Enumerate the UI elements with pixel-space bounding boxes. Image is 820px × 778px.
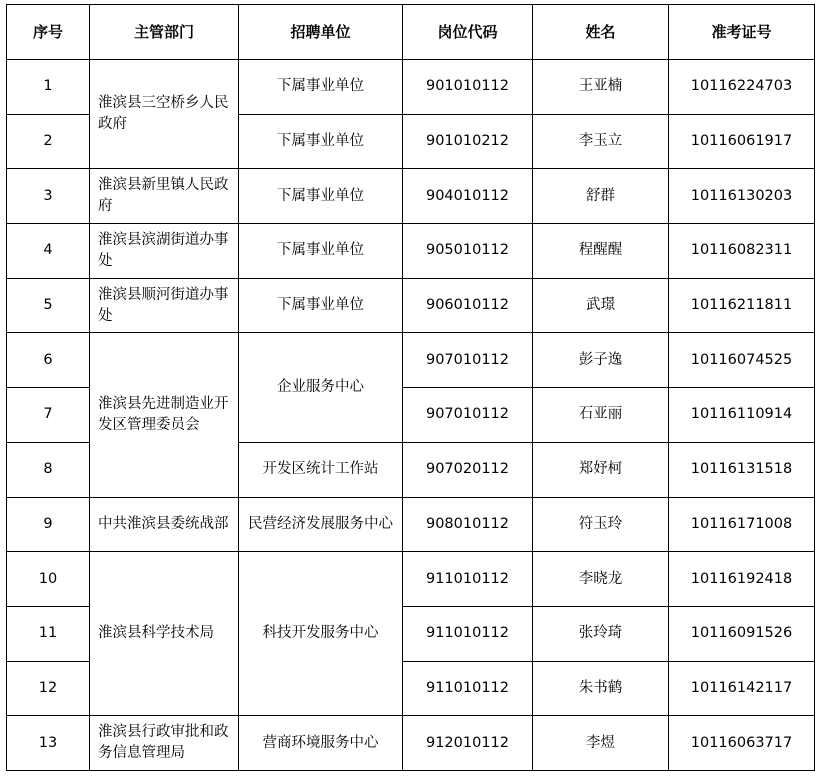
cell-no: 13 xyxy=(7,716,90,771)
cell-position-code: 911010112 xyxy=(403,606,533,661)
table-row xyxy=(7,552,815,607)
cell-no: 5 xyxy=(7,278,90,333)
cell-no: 2 xyxy=(7,114,90,169)
cell-no: 1 xyxy=(7,60,90,115)
cell-unit: 下属事业单位 xyxy=(239,224,403,279)
cell-no: 9 xyxy=(7,497,90,552)
cell-ticket-number: 10116110914 xyxy=(669,388,815,443)
cell-department: 淮滨县先进制造业开发区管理委员会 xyxy=(90,333,239,497)
cell-position-code: 906010112 xyxy=(403,278,533,333)
cell-ticket-number: 10116063717 xyxy=(669,716,815,771)
cell-department: 淮滨县行政审批和政务信息管理局 xyxy=(90,716,239,771)
table-row xyxy=(7,716,815,771)
cell-position-code: 911010112 xyxy=(403,552,533,607)
cell-ticket-number: 10116061917 xyxy=(669,114,815,169)
cell-ticket-number: 10116082311 xyxy=(669,224,815,279)
cell-no: 10 xyxy=(7,552,90,607)
cell-department: 中共淮滨县委统战部 xyxy=(90,497,239,552)
cell-name: 王亚楠 xyxy=(533,60,669,115)
cell-ticket-number: 10116091526 xyxy=(669,606,815,661)
cell-position-code: 907020112 xyxy=(403,442,533,497)
cell-no: 3 xyxy=(7,169,90,224)
cell-unit: 下属事业单位 xyxy=(239,60,403,115)
cell-department: 淮滨县科学技术局 xyxy=(90,552,239,716)
cell-name: 李玉立 xyxy=(533,114,669,169)
cell-unit: 民营经济发展服务中心 xyxy=(239,497,403,552)
table-row xyxy=(7,169,815,224)
cell-no: 12 xyxy=(7,661,90,716)
results-table xyxy=(6,4,815,771)
cell-position-code: 912010112 xyxy=(403,716,533,771)
cell-ticket-number: 10116192418 xyxy=(669,552,815,607)
cell-name: 武璟 xyxy=(533,278,669,333)
cell-no: 4 xyxy=(7,224,90,279)
cell-name: 郑妤柯 xyxy=(533,442,669,497)
cell-name: 舒群 xyxy=(533,169,669,224)
cell-unit: 下属事业单位 xyxy=(239,169,403,224)
cell-ticket-number: 10116171008 xyxy=(669,497,815,552)
header-ticket-number: 准考证号 xyxy=(669,5,815,60)
header-department: 主管部门 xyxy=(90,5,239,60)
table-row xyxy=(7,60,815,115)
header-name: 姓名 xyxy=(533,5,669,60)
cell-ticket-number: 10116224703 xyxy=(669,60,815,115)
cell-no: 7 xyxy=(7,388,90,443)
cell-unit: 科技开发服务中心 xyxy=(239,552,403,716)
table-row xyxy=(7,224,815,279)
cell-unit: 企业服务中心 xyxy=(239,333,403,442)
cell-name: 张玲琦 xyxy=(533,606,669,661)
cell-ticket-number: 10116131518 xyxy=(669,442,815,497)
cell-position-code: 901010212 xyxy=(403,114,533,169)
cell-no: 6 xyxy=(7,333,90,388)
cell-name: 朱书鹤 xyxy=(533,661,669,716)
cell-name: 李晓龙 xyxy=(533,552,669,607)
cell-unit: 开发区统计工作站 xyxy=(239,442,403,497)
table-header-row xyxy=(7,5,815,60)
cell-department: 淮滨县顺河街道办事处 xyxy=(90,278,239,333)
cell-ticket-number: 10116130203 xyxy=(669,169,815,224)
cell-position-code: 905010112 xyxy=(403,224,533,279)
cell-unit: 下属事业单位 xyxy=(239,114,403,169)
cell-ticket-number: 10116142117 xyxy=(669,661,815,716)
table-row xyxy=(7,278,815,333)
cell-no: 11 xyxy=(7,606,90,661)
header-unit: 招聘单位 xyxy=(239,5,403,60)
cell-position-code: 908010112 xyxy=(403,497,533,552)
cell-name: 程醒醒 xyxy=(533,224,669,279)
cell-position-code: 904010112 xyxy=(403,169,533,224)
table-row xyxy=(7,497,815,552)
cell-ticket-number: 10116211811 xyxy=(669,278,815,333)
cell-department: 淮滨县三空桥乡人民政府 xyxy=(90,60,239,169)
cell-position-code: 911010112 xyxy=(403,661,533,716)
cell-department: 淮滨县滨湖街道办事处 xyxy=(90,224,239,279)
cell-no: 8 xyxy=(7,442,90,497)
cell-name: 符玉玲 xyxy=(533,497,669,552)
cell-ticket-number: 10116074525 xyxy=(669,333,815,388)
cell-position-code: 907010112 xyxy=(403,333,533,388)
header-position-code: 岗位代码 xyxy=(403,5,533,60)
cell-unit: 营商环境服务中心 xyxy=(239,716,403,771)
header-no: 序号 xyxy=(7,5,90,60)
cell-name: 彭子逸 xyxy=(533,333,669,388)
cell-name: 李煜 xyxy=(533,716,669,771)
table-row xyxy=(7,333,815,388)
cell-position-code: 907010112 xyxy=(403,388,533,443)
cell-position-code: 901010112 xyxy=(403,60,533,115)
cell-unit: 下属事业单位 xyxy=(239,278,403,333)
cell-name: 石亚丽 xyxy=(533,388,669,443)
cell-department: 淮滨县新里镇人民政府 xyxy=(90,169,239,224)
